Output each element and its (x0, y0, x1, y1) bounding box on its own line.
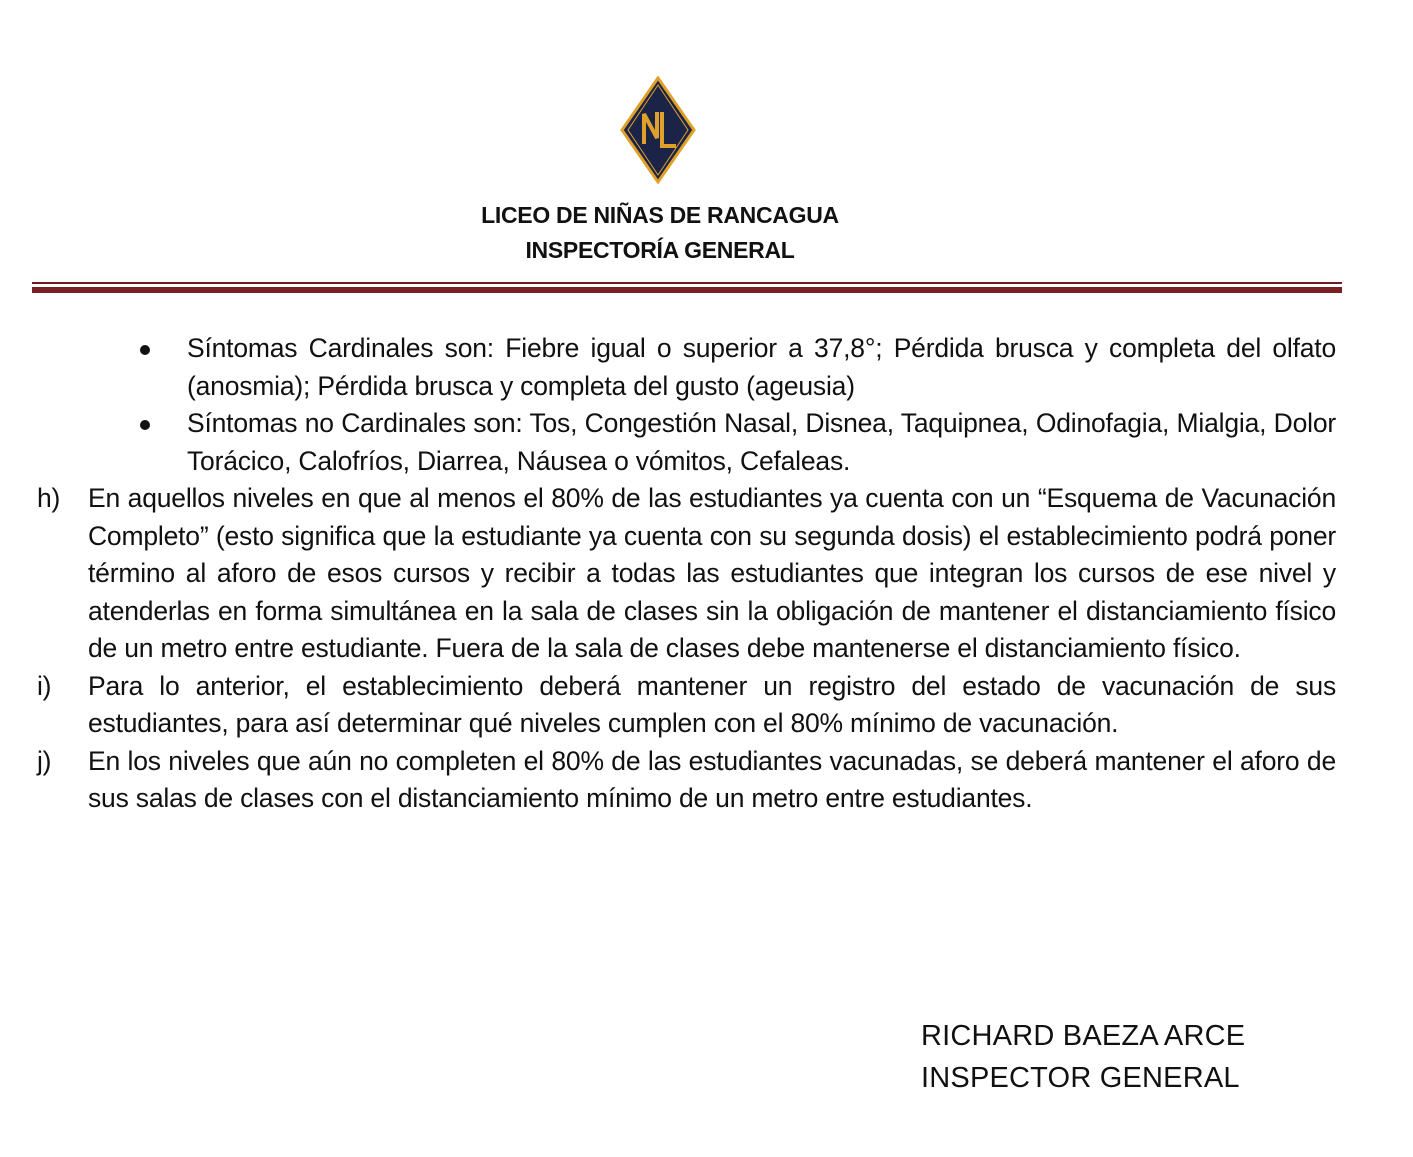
list-item-i (37, 668, 1336, 743)
bullet-icon (140, 420, 150, 430)
item-marker: h) (37, 483, 61, 513)
bullet-item (187, 405, 1336, 480)
item-text: Para lo anterior, el establecimiento deberá mantener un registro del estado de vacunación de sus estudiantes, para así determinar qué niveles cumplen con el 80% mínimo de vacunación. (88, 670, 1336, 738)
signatory-title: INSPECTOR GENERAL (921, 1062, 1240, 1094)
item-text: En los niveles que aún no completen el 80% de las estudiantes vacunadas, se deberá mantener el aforo de sus salas de clases con el distanciamiento mínimo de un metro entre estudiantes. (88, 745, 1336, 813)
item-text: En aquellos niveles en que al menos el 80% de las estudiantes ya cuenta con un “Esquema de Vacunación Completo” (esto significa que la estudiante ya cuenta con su segunda dosis) el establecimiento podrá poner término al aforo de esos cursos y recibir a todas las estudiantes que integran los cursos de ese nivel y atenderlas en forma simultánea en la sala de clases sin la obligación de mantener el distanciamiento físico de un metro entre estudiante. Fuera de la sala de clases debe mantenerse el distanciamiento físico. (88, 483, 1336, 663)
school-name: LICEO DE NIÑAS DE RANCAGUA (481, 202, 839, 228)
bullet-text: Síntomas no Cardinales son: Tos, Congestión Nasal, Disnea, Taquipnea, Odinofagia, Mialgia, Dolor Torácico, Calofríos, Diarrea, Náusea o vómitos, Cefaleas. (187, 408, 1336, 476)
item-marker: j) (37, 745, 52, 776)
school-logo (620, 76, 696, 184)
document-body (0, 330, 1413, 818)
item-marker: i) (37, 670, 52, 701)
bullet-text: Síntomas Cardinales son: Fiebre igual o superior a 37,8°; Pérdida brusca y completa del olfato (anosmia); Pérdida brusca y completa del gusto (ageusia) (187, 333, 1336, 401)
nl-emblem-icon (620, 76, 696, 184)
signatory-name: RICHARD BAEZA ARCE (921, 1020, 1246, 1052)
bullet-item (187, 330, 1336, 405)
list-item-h (37, 480, 1336, 668)
department-name: INSPECTORÍA GENERAL (525, 237, 795, 263)
list-item-j (37, 743, 1336, 818)
bullet-icon (140, 345, 150, 355)
header-divider-thick (32, 287, 1342, 293)
header-divider-thin (32, 282, 1342, 284)
